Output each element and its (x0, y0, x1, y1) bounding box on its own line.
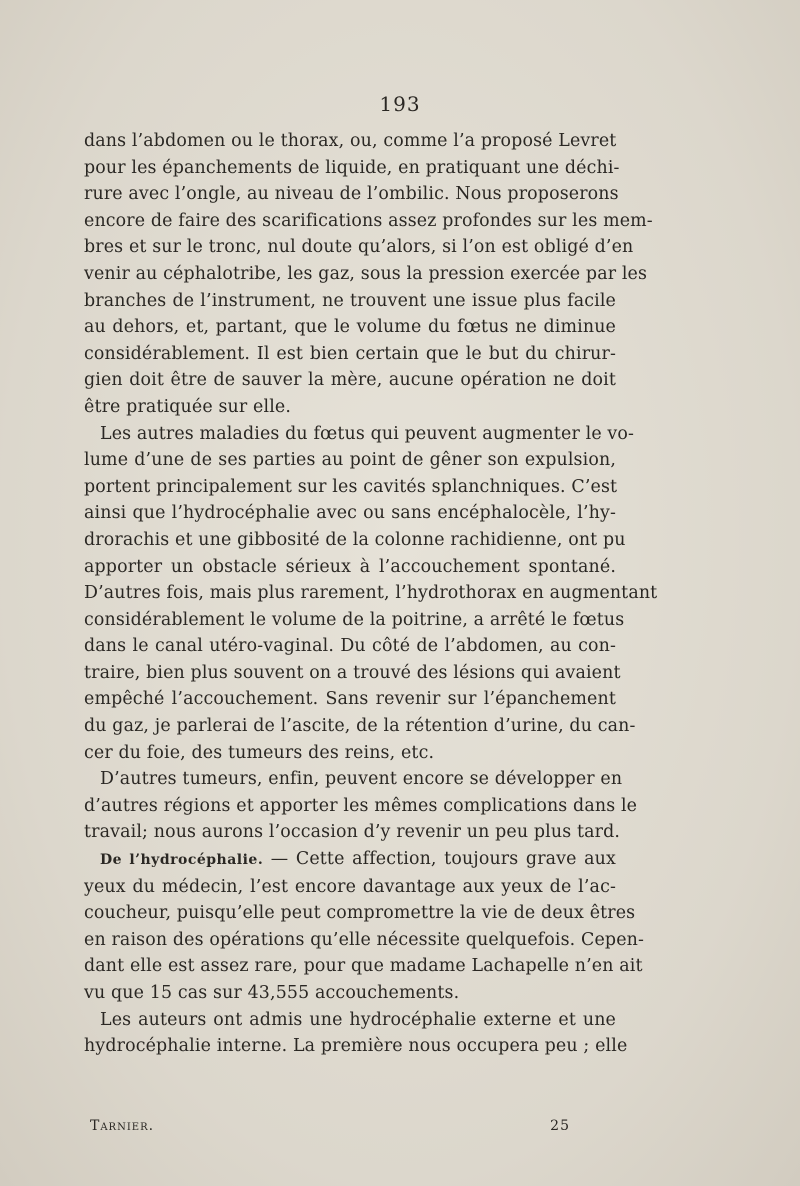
text-line: Les autres maladies du fœtus qui peuvent augmenter le vo- (100, 423, 635, 444)
text-line: considérablement le volume de la poitrine, a arrêté le fœtus (84, 609, 625, 630)
text-line: empêché l’accouchement. Sans revenir sur l’épanchement (84, 689, 616, 710)
text-line: traire, bien plus souvent on a trouvé des lésions qui avaient (84, 662, 621, 683)
text-line: coucheur, puisqu’elle peut compromettre la vie de deux êtres (84, 903, 636, 924)
text-line: dant elle est assez rare, pour que madame Lachapelle n’en ait (84, 956, 643, 977)
text-line: Les auteurs ont admis une hydrocéphalie externe et une (100, 1009, 616, 1030)
printer-signature: Tarnier. (90, 1118, 155, 1134)
text-line: vu que 15 cas sur 43,555 accouchements. (84, 983, 460, 1003)
page-footer (90, 1118, 570, 1134)
text-line: être pratiquée sur elle. (84, 396, 292, 417)
text-line: dans le canal utéro-vaginal. Du côté de l’abdomen, au con- (84, 636, 616, 657)
text-line (84, 846, 616, 874)
page-number: 193 (379, 92, 421, 116)
body-text (84, 128, 658, 1060)
text-line: du gaz, je parlerai de l’ascite, de la rétention d’urine, du can- (84, 716, 636, 737)
text-line: au dehors, et, partant, que le volume du fœtus ne diminue (84, 317, 616, 338)
text-line: considérablement. Il est bien certain que le but du chirur- (84, 343, 616, 364)
text-line: drorachis et une gibbosité de la colonne rachidienne, ont pu (84, 529, 626, 550)
text-line: D’autres tumeurs, enfin, peuvent encore se développer en (100, 769, 623, 790)
text-line: encore de faire des scarifications assez profondes sur les mem- (84, 210, 653, 231)
text-line: D’autres fois, mais plus rarement, l’hydrothorax en augmentant (84, 583, 658, 604)
text-line-content: — Cette affection, toujours grave aux (263, 849, 616, 870)
text-line: dans l’abdomen ou le thorax, ou, comme l’a proposé Levret (84, 131, 617, 151)
text-line: hydrocéphalie interne. La première nous occupera peu ; elle (84, 1036, 628, 1057)
text-line: yeux du médecin, l’est encore davantage aux yeux de l’ac- (84, 876, 616, 897)
text-line: d’autres régions et apporter les mêmes complications dans le (84, 795, 638, 816)
text-line: portent principalement sur les cavités splanchniques. C’est (84, 476, 618, 497)
text-line: bres et sur le tronc, nul doute qu’alors, si l’on est obligé d’en (84, 237, 634, 258)
text-line: en raison des opérations qu’elle nécessite quelquefois. Cepen- (84, 929, 645, 950)
text-line: venir au céphalotribe, les gaz, sous la pression exercée par les (84, 263, 648, 284)
text-line: ainsi que l’hydrocéphalie avec ou sans encéphalocèle, l’hy- (84, 503, 616, 524)
text-line: gien doit être de sauver la mère, aucune opération ne doit (84, 370, 616, 391)
text-line: apporter un obstacle sérieux à l’accouchement spontané. (84, 556, 616, 577)
text-line: travail; nous aurons l’occasion d’y revenir un peu plus tard. (84, 822, 621, 843)
text-line: rure avec l’ongle, au niveau de l’ombilic. Nous proposerons (84, 184, 619, 205)
signature-number: 25 (550, 1118, 570, 1134)
text-line: lume d’une de ses parties au point de gêner son expulsion, (84, 450, 616, 471)
text-line: cer du foie, des tumeurs des reins, etc. (84, 742, 435, 763)
text-line: branches de l’instrument, ne trouvent une issue plus facile (84, 290, 616, 311)
text-line: pour les épanchements de liquide, en pratiquant une déchi- (84, 157, 620, 178)
section-heading: De l’hydrocéphalie. (100, 852, 264, 869)
